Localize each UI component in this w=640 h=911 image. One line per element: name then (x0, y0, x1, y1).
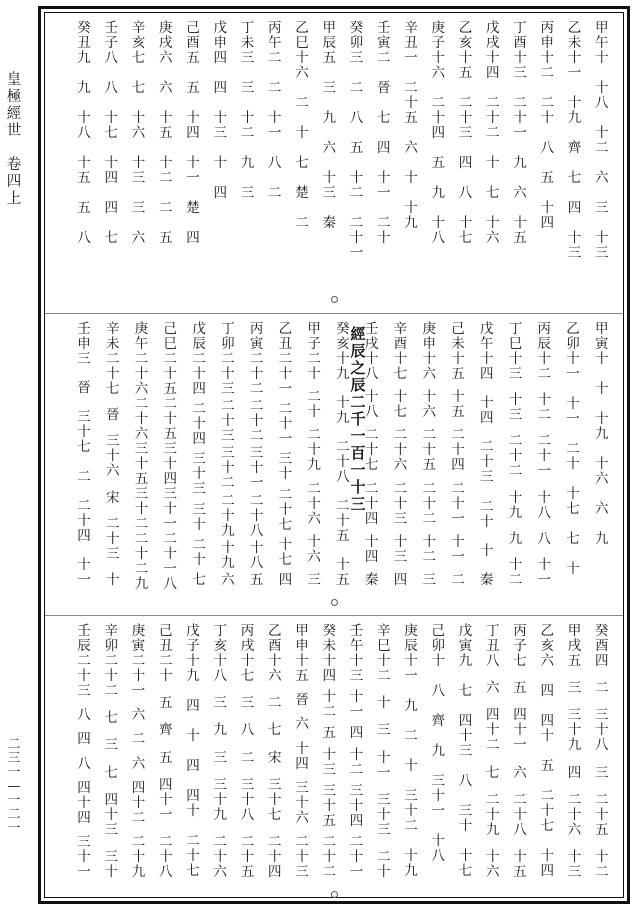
table-column: 甲 子 二 十 二 十 二 十 九 二 十 六 十 六 三 (307, 321, 321, 589)
table-column: 辛 丑 一 二 十 五 六 十 十 九 (404, 20, 418, 231)
table-column: 甲 午 十 十 八 十 二 六 三 十 三 (595, 20, 609, 261)
table-column: 丙 申 十 二 二 十 八 五 十 四 (540, 20, 554, 231)
table-column: 丁 未 三 三 十 二 九 三 (240, 20, 255, 201)
table-column: 丁 丑 八 六 四 十 二 七 二 十 九 十 六 (486, 623, 500, 881)
table-column: 乙 亥 十 五 二 十 三 四 八 十 七 (458, 20, 473, 246)
table-column: 壬 午 十 三 十 一 四 十 二 三 十 四 二 十 一 (349, 623, 364, 881)
column-group (73, 624, 613, 880)
table-column: 癸 丑 九 九 十 八 十 五 五 八 (77, 20, 91, 246)
table-column: 戊 子 十 九 四 十 四 四 十 二 十 七 (186, 623, 200, 879)
table-column: 丙 戌 十 七 三 八 二 三 十 八 二 十 五 (240, 623, 255, 881)
table-column: 戊 申 四 四 十 三 十 四 (213, 20, 227, 201)
table-column: 戊 辰 二 十 四 二 十 四 三 十 三 三 十 二 十 七 (192, 321, 206, 589)
table-column: 壬 寅 二 晉 七 四 十 一 二 十 (377, 20, 391, 246)
table-panel-2 (45, 313, 623, 612)
table-column: 丙 辰 十 二 十 二 二 十 一 十 八 八 十 一 (537, 321, 551, 589)
table-column: 戊 寅 九 七 四 十 三 八 三 十 十 七 (458, 623, 473, 879)
table-column: 辛 未 二 十 七 晉 三 十 六 宋 二 十 三 十 (106, 321, 120, 589)
table-column: 壬 辰 二 十 三 八 四 八 四 十 四 三 十 一 (77, 623, 91, 881)
circle-mark (331, 891, 338, 898)
table-column: 庚 戌 六 六 十 五 十 二 二 五 (159, 20, 173, 246)
table-column: 丙 寅 二 十 二 二 十 二 三 十 一 二 十 八 十 八 五 (249, 321, 264, 589)
table-column: 乙 酉 十 六 二 七 宋 三 十 七 二 十 四 (268, 623, 282, 881)
table-column: 壬 子 八 八 十 七 十 四 四 七 (104, 20, 118, 246)
table-column: 乙 丑 二 十 一 二 十 一 三 十 二 十 七 十 七 四 (278, 321, 293, 589)
table-column: 戊 戌 十 四 二 十 二 十 七 十 六 (486, 20, 500, 246)
table-column: 丙 子 七 五 四 十 一 六 二 十 八 十 五 (513, 623, 527, 881)
table-column: 辛 亥 七 七 十 六 十 三 三 六 (131, 20, 146, 246)
table-column: 辛 巳 十 二 十 三 十 一 三 十 三 二 十 (377, 623, 391, 881)
table-column: 甲 戌 五 三 三 十 九 四 二 十 六 十 三 (567, 623, 582, 881)
table-column: 庚 子 十 六 二 十 四 五 九 十 八 (431, 20, 445, 246)
table-column: 庚 申 十 六 十 六 二 十 五 二 十 二 十 二 三 (422, 321, 436, 589)
table-column: 丁 酉 十 三 二 十 一 九 六 十 五 (513, 20, 527, 246)
page-frame (38, 6, 630, 904)
table-column: 己 丑 二 十 五 齊 五 四 十 一 二 十 八 (159, 623, 173, 881)
table-panel-1 (45, 13, 623, 309)
table-column: 丁 巳 十 三 十 三 二 十 二 十 九 九 十 二 (508, 321, 523, 589)
page-number: 二 三 一 — 一 二 一 (7, 737, 21, 836)
table-panel-3 (45, 615, 623, 904)
table-column: 己 未 十 五 十 五 二 十 四 二 十 一 十 一 二 (451, 321, 465, 589)
column-group (73, 21, 613, 285)
table-column: 癸 酉 四 二 三 十 八 三 二 十 五 十 二 (595, 623, 609, 881)
table-column: 戊 午 十 四 十 四 二 十 三 二 十 十 秦 (479, 321, 494, 589)
table-column: 甲 寅 十 十 十 九 十 六 六 九 (595, 321, 609, 547)
table-column: 乙 巳 十 六 二 十 七 楚 二 (295, 20, 309, 231)
circle-mark (331, 296, 338, 303)
table-column: 己 酉 五 五 十 四 十 一 楚 四 (186, 20, 200, 246)
book-title: 皇 極 經 世 卷 四 上 (6, 72, 22, 207)
table-column: 乙 亥 六 四 四 十 五 二 十 七 十 四 (540, 623, 554, 879)
table-column: 庚 午 二 十 六 二 十 六 三 十 五 三 十 二 二 十 二 九 (134, 321, 149, 592)
table-column: 壬 申 三 晉 三 十 七 二 二 十 四 十 一 (77, 321, 91, 589)
table-column: 壬 戌 十 八 十 八 二 十 七 二 十 四 十 四 秦 (364, 321, 379, 589)
table-column: 己 卯 十 八 齊 九 三 十 一 十 八 (431, 623, 445, 864)
table-column: 乙 未 十 一 十 九 齊 七 四 十 三 (567, 20, 582, 261)
table-column: 丁 亥 十 八 三 九 三 三 十 九 二 十 六 (213, 623, 227, 881)
table-column: 癸 亥 十 九 十 九 二 十 八 二 十 五 十 五 (336, 321, 350, 588)
table-column: 己 巳 二 十 五 二 十 五 三 十 四 三 十 一 二 十 一 八 (163, 321, 178, 592)
table-column: 乙 卯 十 一 十 一 二 十 十 七 七 十 (566, 321, 580, 577)
column-group (73, 321, 613, 592)
table-column: 辛 酉 十 七 十 七 二 十 六 二 十 三 十 三 四 (393, 321, 408, 589)
table-column: 甲 辰 五 三 九 六 十 三 秦 (322, 20, 336, 231)
table-column: 丁 卯 二 十 三 二 十 三 三 十 二 二 十 九 十 九 六 (221, 321, 235, 589)
page-frame-inner (44, 12, 624, 898)
table-column: 丙 午 二 二 十 一 八 二 (268, 20, 282, 201)
circle-mark (331, 599, 338, 606)
section-heading: 經 辰 之 辰 二 千 一 百 一 十 三 (350, 325, 366, 513)
table-column: 癸 未 十 四 十 二 五 十 三 三 十 五 二 十 二 (322, 623, 336, 881)
table-column: 辛 卯 二 十 二 七 三 七 四 十 三 三 十 (104, 623, 118, 881)
table-column: 庚 寅 二 十 一 六 二 六 四 十 二 二 十 九 (131, 623, 146, 881)
table-column: 甲 申 十 五 晉 六 十 四 三 十 六 二 十 三 (295, 623, 309, 881)
table-column: 癸 卯 三 二 八 五 十 二 二 十 一 (349, 20, 364, 261)
table-column: 庚 辰 十 一 九 二 十 三 十 二 十 九 (404, 623, 418, 879)
